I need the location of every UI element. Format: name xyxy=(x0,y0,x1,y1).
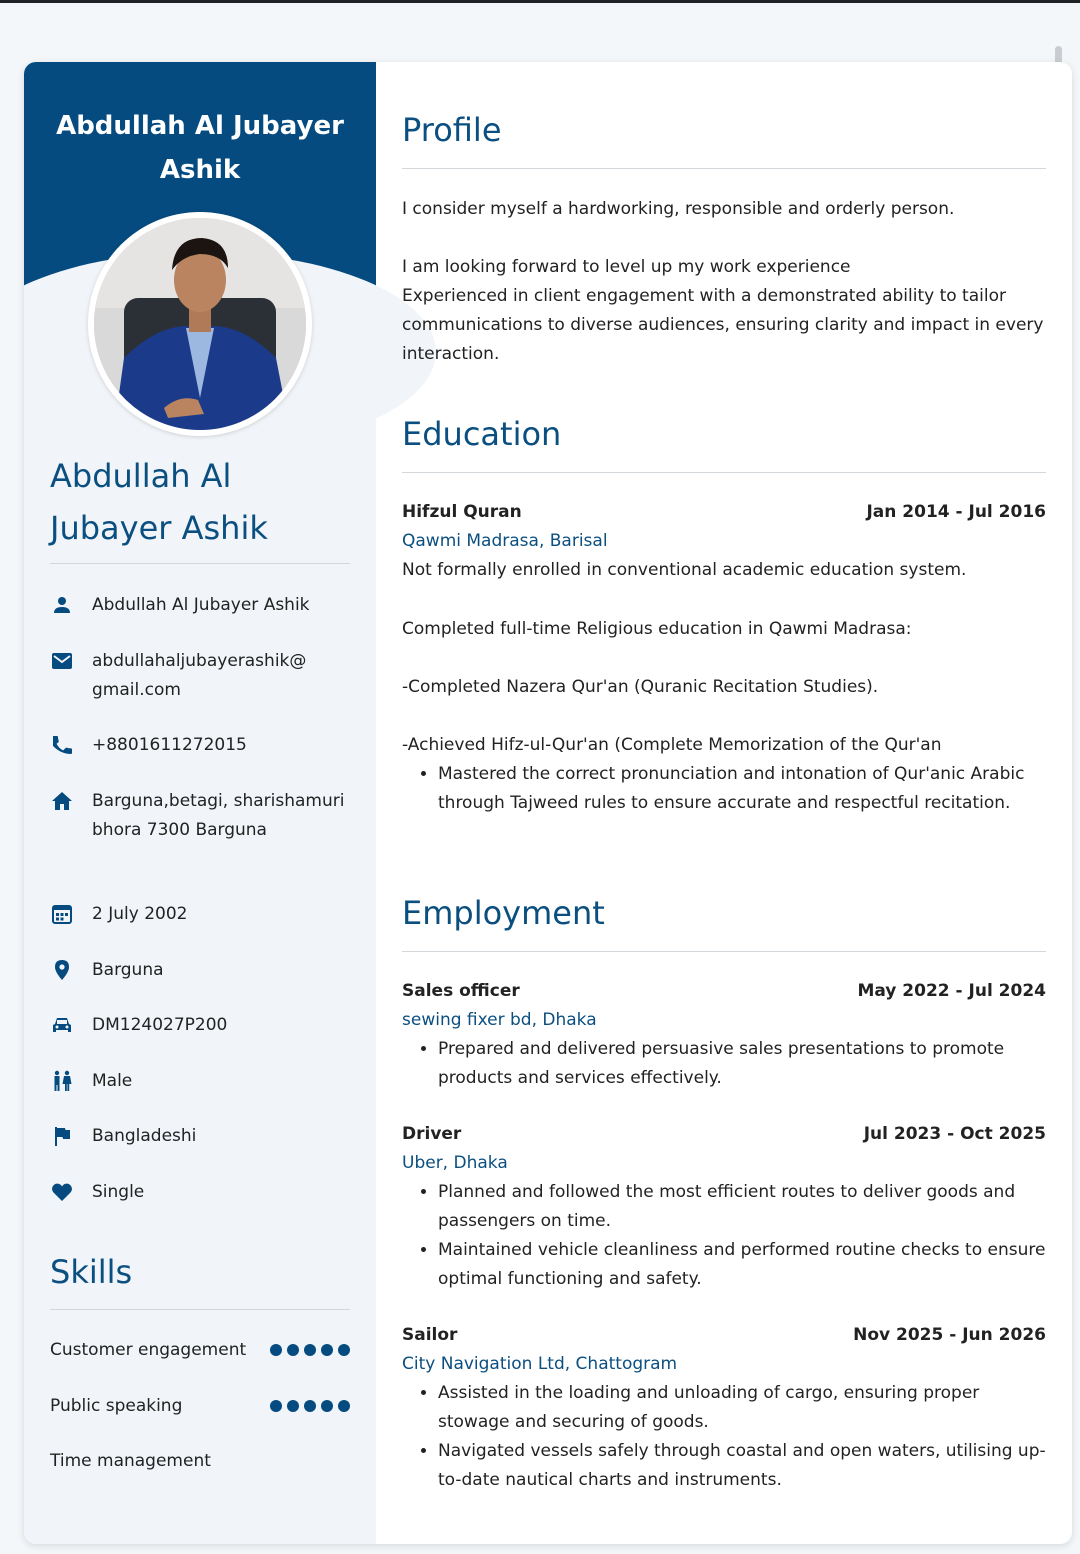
job-dates: May 2022 - Jul 2024 xyxy=(857,981,1046,1001)
employment-divider xyxy=(402,951,1046,952)
education-divider xyxy=(402,472,1046,473)
job-bullets xyxy=(402,1178,1046,1294)
rating-dot xyxy=(321,1344,333,1356)
skill-rating xyxy=(270,1400,350,1412)
heart-icon xyxy=(50,1180,74,1204)
calendar-icon xyxy=(50,902,74,926)
job-title: Sailor xyxy=(402,1325,458,1345)
detail-text: Barguna xyxy=(92,960,164,980)
header-name: Abdullah Al Jubayer Ashik xyxy=(56,111,344,185)
bullet-item: • Mastered the correct pronunciation and intonation of Qur'anic Arabic through Tajweed rules to ensure accurate and respectful recitation. xyxy=(438,760,1046,818)
education-paragraph: -Achieved Hifz-ul-Qur'an (Complete Memorization of the Qur'an xyxy=(402,735,942,755)
skill-name: Public speaking xyxy=(50,1396,183,1416)
job-title: Driver xyxy=(402,1124,462,1144)
rating-dot xyxy=(304,1400,316,1412)
avatar xyxy=(94,218,306,430)
skill-name: Customer engagement xyxy=(50,1340,247,1360)
job-title: Sales officer xyxy=(402,981,520,1001)
job-dates: Nov 2025 - Jun 2026 xyxy=(853,1325,1046,1345)
rating-dot xyxy=(270,1400,282,1412)
job-bullets xyxy=(402,1379,1046,1495)
location-pin-icon xyxy=(50,958,74,982)
detail-text: Barguna,betagi, sharishamuri bhora 7300 Barguna xyxy=(92,791,345,840)
job-dates: Jul 2023 - Oct 2025 xyxy=(863,1124,1046,1144)
resume-card xyxy=(24,62,1072,1544)
rating-dot xyxy=(270,1344,282,1356)
education-paragraph: Not formally enrolled in conventional academic education system. xyxy=(402,560,967,580)
person-icon xyxy=(50,593,74,617)
education-paragraph: -Completed Nazera Qur'an (Quranic Recitation Studies). xyxy=(402,677,879,697)
education-bullets xyxy=(402,760,1046,818)
education-entry-title: Hifzul Quran xyxy=(402,502,522,522)
bullet-item: • Maintained vehicle cleanliness and performed routine checks to ensure optimal functioning and safety. xyxy=(438,1236,1046,1294)
skills-title: Skills xyxy=(50,1253,133,1291)
car-icon xyxy=(50,1013,74,1037)
sidebar xyxy=(24,62,376,1544)
skill-item xyxy=(50,1446,350,1476)
detail-text[interactable]: +8801611272015 xyxy=(92,735,247,755)
bullet-item: • Navigated vessels safely through coastal and open waters, utilising up-to-date nautical charts and instruments. xyxy=(438,1437,1046,1495)
rating-dot xyxy=(338,1400,350,1412)
skill-name: Time management xyxy=(50,1451,211,1471)
bullet-item: • Assisted in the loading and unloading of cargo, ensuring proper stowage and securing of goods. xyxy=(438,1379,1046,1437)
job-bullets xyxy=(402,1035,1046,1093)
detail-text[interactable]: abdullahaljubayerashik@ gmail.com xyxy=(92,651,307,700)
bullet-item: • Planned and followed the most efficient routes to deliver goods and passengers on time. xyxy=(438,1178,1046,1236)
job-employer: Uber, Dhaka xyxy=(402,1153,508,1173)
education-title: Education xyxy=(402,415,562,453)
detail-text: Bangladeshi xyxy=(92,1126,197,1146)
bullet-item: • Prepared and delivered persuasive sales presentations to promote products and services effectively. xyxy=(438,1035,1046,1093)
employment-title: Employment xyxy=(402,894,605,932)
skills-divider xyxy=(50,1309,350,1310)
profile-title: Profile xyxy=(402,111,502,149)
rating-dot xyxy=(321,1400,333,1412)
phone-icon xyxy=(50,733,74,757)
detail-text: Male xyxy=(92,1071,133,1091)
job-employer: City Navigation Ltd, Chattogram xyxy=(402,1354,678,1374)
rating-dot xyxy=(287,1400,299,1412)
skill-item xyxy=(50,1391,350,1421)
detail-text: 2 July 2002 xyxy=(92,904,188,924)
detail-text: Abdullah Al Jubayer Ashik xyxy=(92,595,310,615)
rating-dot xyxy=(338,1344,350,1356)
profile-summary: Experienced in client engagement with a demonstrated ability to tailor communications to diverse audiences, ensuring clarity and impact in every interaction. xyxy=(402,286,1044,364)
detail-text: DM124027P200 xyxy=(92,1015,228,1035)
rating-dot xyxy=(287,1344,299,1356)
flag-icon xyxy=(50,1124,74,1148)
detail-text: Single xyxy=(92,1182,145,1202)
display-name: Abdullah Al Jubayer Ashik xyxy=(50,457,268,547)
profile-line: I consider myself a hardworking, responsible and orderly person. xyxy=(402,199,955,219)
education-entry-dates: Jan 2014 - Jul 2016 xyxy=(866,502,1046,522)
home-icon xyxy=(50,789,74,813)
education-entry-org: Qawmi Madrasa, Barisal xyxy=(402,531,608,551)
top-border xyxy=(0,0,1080,3)
skill-item xyxy=(50,1335,350,1365)
job-employer: sewing fixer bd, Dhaka xyxy=(402,1010,597,1030)
sidebar-divider xyxy=(50,563,350,564)
education-paragraph: Completed full-time Religious education in Qawmi Madrasa: xyxy=(402,619,912,639)
profile-divider xyxy=(402,168,1046,169)
gender-icon xyxy=(50,1069,74,1093)
skill-rating xyxy=(270,1344,350,1356)
rating-dot xyxy=(304,1344,316,1356)
profile-line: I am looking forward to level up my work experience xyxy=(402,257,851,277)
email-icon xyxy=(50,649,74,673)
